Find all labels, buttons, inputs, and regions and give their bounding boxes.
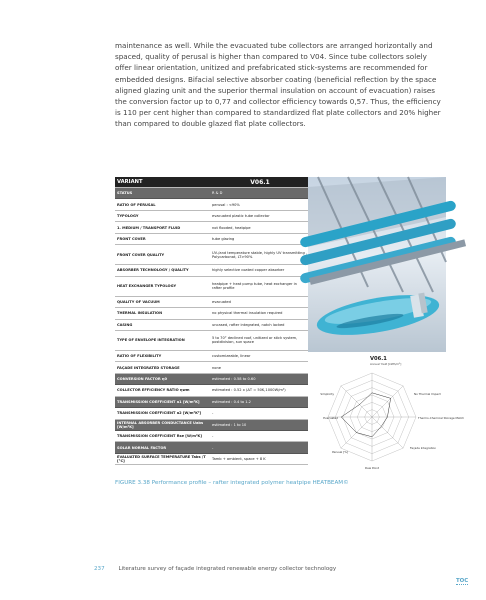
radar-title: V06.1 <box>370 356 387 362</box>
row-value: perusal : <90% <box>212 202 240 207</box>
table-row <box>115 420 308 431</box>
row-value: customizeable, linear <box>212 354 251 359</box>
row-label: FRONT COVER <box>117 236 146 241</box>
table-row <box>115 265 308 276</box>
footer-title: Literature survey of façade integrated renewable energy collector technology <box>118 566 337 572</box>
figure <box>115 177 465 477</box>
table-row <box>115 308 308 319</box>
page-footer <box>94 566 336 572</box>
row-value: evacuated <box>212 299 231 304</box>
row-label: RATIO OF FLEXIBILITY <box>117 354 162 359</box>
row-label: TRANSMISSION COEFFICIENT a2 [W/m²K²] <box>117 411 202 416</box>
table-row <box>115 431 308 442</box>
radar-axis-label: No Thermal Impact <box>414 392 441 396</box>
row-label: ABSORBER TECHNOLOGY / QUALITY <box>117 268 189 273</box>
row-label: FRONT COVER QUALITY <box>117 252 165 257</box>
row-value: estimated : 0.52 x (ΔT = 50K,1000W/m²) <box>212 388 286 393</box>
row-value: tube glazing <box>212 236 235 241</box>
row-value: none <box>212 365 221 370</box>
row-value: not flooded, heatpipe <box>212 225 251 230</box>
row-label: THERMAL INSULATION <box>117 311 163 316</box>
radar-axis-label: Dew Point <box>365 466 379 470</box>
radar-subtitle: Annual Yield [kWh/m²] <box>370 362 402 366</box>
row-label: TRANSMISSION COEFFICIENT Rse [W/m²K] <box>117 434 202 439</box>
collector-rendering-image <box>308 177 446 352</box>
table-row <box>115 454 308 465</box>
table-row <box>115 177 308 188</box>
radar-axis-line <box>372 417 403 448</box>
row-label: EVALUATED SURFACE TEMPERATURE Tabs /T [°C] <box>117 455 206 464</box>
radar-axis-label: Façade Integration <box>410 446 437 450</box>
row-value: uncased, rafter integrated, notch locked <box>212 322 285 327</box>
toc-link[interactable]: TOC <box>456 578 469 584</box>
table-row <box>115 277 308 297</box>
radar-axis-line <box>341 386 372 417</box>
row-value: evacuated plastic tube collector <box>212 214 270 219</box>
row-label: TRANSMISSION COEFFICIENT a1 [W/m²K] <box>117 399 200 404</box>
radar-labels <box>320 392 464 470</box>
row-label: TYPOLOGY <box>117 214 139 219</box>
table-row <box>115 442 308 453</box>
row-label: CASING <box>117 322 133 327</box>
row-label: FAÇADE INTEGRATED STORAGE <box>117 365 180 370</box>
table-row <box>115 397 308 408</box>
row-value: - <box>212 411 214 416</box>
table-row <box>115 374 308 385</box>
row-label: CONVERSION FACTOR η0 <box>117 377 167 382</box>
table-row <box>115 331 308 351</box>
row-value: Tamb + ambient, space + 8 K <box>212 457 266 462</box>
row-value: estimated : 1 to 10 <box>212 422 247 427</box>
row-label: VARIANT <box>117 179 143 185</box>
table-row <box>115 362 308 373</box>
row-label: 1. MEDIUM / TRANSPORT FLUID <box>117 225 181 230</box>
row-value: - <box>212 445 214 450</box>
table-row <box>115 408 308 419</box>
performance-radar-chart <box>308 353 465 475</box>
row-value: highly selective coated copper absorber <box>212 268 285 273</box>
page-number: 237 <box>94 566 105 572</box>
radar-axis-line <box>372 386 403 417</box>
radar-profile <box>341 393 390 437</box>
figure-caption: FIGURE 3.38 Performance profile – rafter integrated polymer heatpipe HEATBEAM© <box>115 480 349 486</box>
row-label: INTERNAL ABSORBER CONDUCTANCE Uabs [W/m²K] <box>117 420 204 429</box>
table-row <box>115 222 308 233</box>
table-row <box>115 297 308 308</box>
row-value: - <box>212 434 214 439</box>
body-paragraph: maintenance as well. While the evacuated tube collectors are arranged horizontally and spaced, quality of perusal is higher than compared to V04. Since tube collectors solely offer linear orientation, unitized and prefabricated stick-systems are recommended for embedded designs. Bifacial selective absorber coating (beneficial reflection by the space aligned glazing unit and the superior thermal insulation on account of evacuation) raises the conversion factor up to 0,77 and collector efficiency towards 0,57. Thus, the efficiency is 110 per cent higher than compared to standardized flat plate collectors and 20% higher than compared to double glazed flat plate collectors. <box>115 41 441 129</box>
row-label: STATUS <box>117 191 133 196</box>
row-value: estimated : 0.58 to 0.60 <box>212 377 256 382</box>
collector-rendering <box>308 177 446 352</box>
row-label: QUALITY OF VACUUM <box>117 299 160 304</box>
table-row <box>115 245 308 265</box>
radar-axis-label: Simplicity <box>320 392 334 396</box>
table-row <box>115 320 308 331</box>
table-row <box>115 385 308 396</box>
radar-axis-label: Perusal [%] <box>332 450 348 454</box>
row-label: HEAT EXCHANGER TYPOLOGY <box>117 284 177 289</box>
table-row <box>115 234 308 245</box>
table-row <box>115 199 308 210</box>
row-value: V06.1 <box>250 178 270 186</box>
row-label: COLLECTOR EFFICIENCY RATIO ηwm <box>117 388 190 393</box>
row-label: SOLAR NORMAL FACTOR <box>117 445 167 450</box>
row-label: TYPE OF ENVELOPE INTEGRATION <box>117 338 185 343</box>
table-row <box>115 211 308 222</box>
radar-axis-label: Evacuated <box>323 416 338 420</box>
row-value: UV-/and temperature stable, highly UV transmitting , Polycarbonat, LT>90% <box>212 250 308 259</box>
row-value: no physical thermal insulation required <box>212 311 283 316</box>
variant-table <box>115 177 308 475</box>
row-label: RATIO OF PERUSAL <box>117 202 156 207</box>
row-value: 5 to 70° declined roof, unitized or stick system, postdivision, sun space <box>212 336 298 345</box>
table-row <box>115 188 308 199</box>
table-row <box>115 351 308 362</box>
row-value: estimated : 0.4 to 1.2 <box>212 399 251 404</box>
row-value: R & D <box>212 191 223 196</box>
row-value: heatpipe + heat pump tube, heat exchanger in rafter profile <box>212 282 297 291</box>
radar-axis-label: Thermo-Chemical Storage Match <box>418 416 465 420</box>
